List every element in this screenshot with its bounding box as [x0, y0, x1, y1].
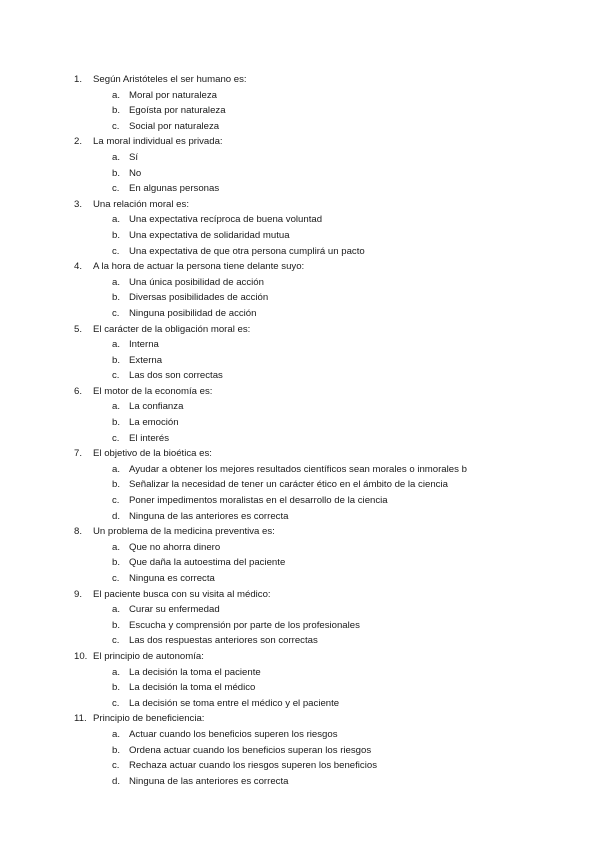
option-letter: a.	[112, 666, 121, 678]
option-letter: c.	[112, 495, 120, 507]
option-item	[74, 727, 574, 743]
option-item	[74, 353, 574, 369]
question-item	[74, 446, 574, 524]
question-number: 5.	[74, 323, 83, 335]
question-line	[74, 197, 574, 213]
option-letter: b.	[112, 682, 121, 694]
option-text: Poner impedimentos moralistas en el desarrollo de la ciencia	[129, 495, 388, 507]
option-text: Moral por naturaleza	[129, 89, 217, 101]
option-letter: b.	[112, 417, 121, 429]
question-line	[74, 524, 574, 540]
question-number: 7.	[74, 448, 83, 460]
question-line	[74, 134, 574, 150]
option-letter: b.	[112, 354, 121, 366]
option-list	[74, 602, 574, 649]
question-item	[74, 649, 574, 711]
option-letter: c.	[112, 635, 120, 647]
option-item	[74, 462, 574, 478]
option-item	[74, 493, 574, 509]
option-item	[74, 212, 574, 228]
option-text: Diversas posibilidades de acción	[129, 292, 269, 304]
option-text: La decisión se toma entre el médico y el paciente	[129, 697, 340, 709]
option-item	[74, 633, 574, 649]
option-text: Ninguna posibilidad de acción	[129, 307, 257, 319]
option-letter: b.	[112, 479, 121, 491]
option-text: Escucha y comprensión por parte de los profesionales	[129, 619, 360, 631]
option-text: Curar su enfermedad	[129, 604, 220, 616]
option-letter: b.	[112, 292, 121, 304]
option-text: En algunas personas	[129, 183, 220, 195]
question-item	[74, 197, 574, 259]
option-item	[74, 540, 574, 556]
option-item	[74, 571, 574, 587]
option-letter: c.	[112, 120, 120, 132]
question-number: 9.	[74, 588, 83, 600]
question-text: El carácter de la obligación moral es:	[93, 323, 251, 335]
option-item	[74, 306, 574, 322]
option-text: El interés	[129, 432, 169, 444]
option-text: Social por naturaleza	[129, 120, 220, 132]
option-item	[74, 166, 574, 182]
option-letter: a.	[112, 276, 121, 288]
option-letter: c.	[112, 697, 120, 709]
option-item	[74, 758, 574, 774]
option-item	[74, 509, 574, 525]
option-letter: c.	[112, 573, 120, 584]
option-item	[74, 618, 574, 634]
option-text: Sí	[129, 151, 139, 163]
option-list	[74, 399, 574, 446]
question-item	[74, 322, 574, 384]
option-item	[74, 477, 574, 493]
question-item	[74, 384, 574, 446]
option-letter: a.	[112, 604, 121, 616]
question-item	[74, 524, 574, 586]
option-letter: b.	[112, 229, 121, 241]
question-text: La moral individual es privada:	[93, 136, 223, 148]
question-number: 3.	[74, 198, 83, 210]
option-letter: a.	[112, 541, 121, 553]
question-item	[74, 711, 574, 789]
question-item	[74, 72, 574, 134]
option-text: La emoción	[129, 417, 179, 429]
option-text: Ninguna de las anteriores es correcta	[129, 510, 289, 522]
question-item	[74, 587, 574, 649]
question-text: El principio de autonomía:	[93, 650, 204, 662]
option-item	[74, 119, 574, 135]
question-number: 11.	[74, 713, 87, 725]
option-letter: b.	[112, 619, 121, 631]
option-text: Señalizar la necesidad de tener un carácter ético en el ámbito de la ciencia	[129, 479, 448, 491]
option-list	[74, 212, 574, 259]
option-text: Una expectativa de solidaridad mutua	[129, 229, 290, 241]
option-item	[74, 665, 574, 681]
option-item	[74, 368, 574, 384]
question-line	[74, 259, 574, 275]
option-text: Ninguna de las anteriores es correcta	[129, 775, 289, 787]
option-letter: b.	[112, 167, 121, 179]
question-line	[74, 72, 574, 88]
question-line	[74, 649, 574, 665]
option-list	[74, 665, 574, 712]
question-text: El motor de la economía es:	[93, 385, 213, 397]
question-number: 2.	[74, 136, 83, 148]
option-text: Que no ahorra dinero	[129, 541, 221, 553]
option-letter: a.	[112, 728, 121, 740]
option-letter: d.	[112, 775, 121, 787]
option-list	[74, 150, 574, 197]
option-list	[74, 540, 574, 587]
question-item	[74, 134, 574, 196]
option-text: Ayudar a obtener los mejores resultados científicos sean morales o inmorales b	[129, 463, 467, 475]
option-list	[74, 275, 574, 322]
option-letter: b.	[112, 744, 121, 756]
option-text: Las dos son correctas	[129, 370, 223, 382]
option-text: Actuar cuando los beneficios superen los riesgos	[129, 728, 338, 740]
option-text: La decisión la toma el paciente	[129, 666, 261, 678]
question-text: El objetivo de la bioética es:	[93, 448, 212, 460]
question-text: Una relación moral es:	[93, 198, 189, 210]
option-list	[74, 727, 574, 789]
option-item	[74, 415, 574, 431]
option-item	[74, 88, 574, 104]
option-item	[74, 602, 574, 618]
question-line	[74, 322, 574, 338]
question-item	[74, 259, 574, 321]
option-letter: a.	[112, 89, 121, 101]
option-letter: b.	[112, 105, 121, 117]
question-text: Según Aristóteles el ser humano es:	[93, 74, 247, 85]
option-item	[74, 431, 574, 447]
option-letter: a.	[112, 151, 121, 163]
question-number: 10.	[74, 650, 88, 662]
question-line	[74, 446, 574, 462]
option-text: Interna	[129, 339, 159, 351]
option-list	[74, 88, 574, 135]
question-number: 4.	[74, 261, 83, 273]
question-number: 6.	[74, 385, 83, 397]
option-text: Ordena actuar cuando los beneficios superan los riesgos	[129, 744, 372, 756]
option-item	[74, 290, 574, 306]
question-line	[74, 384, 574, 400]
option-text: Una única posibilidad de acción	[129, 276, 264, 288]
option-item	[74, 244, 574, 260]
option-text: Ninguna es correcta	[129, 573, 215, 584]
question-text: A la hora de actuar la persona tiene delante suyo:	[93, 261, 305, 273]
option-letter: c.	[112, 432, 120, 444]
option-item	[74, 696, 574, 712]
option-text: La decisión la toma el médico	[129, 682, 256, 694]
option-letter: c.	[112, 245, 120, 257]
option-item	[74, 680, 574, 696]
question-text: Un problema de la medicina preventiva es:	[93, 526, 275, 538]
option-letter: c.	[112, 307, 120, 319]
option-item	[74, 150, 574, 166]
question-number: 8.	[74, 526, 83, 538]
question-list	[74, 72, 574, 789]
option-letter: c.	[112, 183, 120, 195]
option-letter: a.	[112, 401, 121, 413]
option-item	[74, 774, 574, 790]
question-line	[74, 587, 574, 603]
option-text: Las dos respuestas anteriores son correctas	[129, 635, 318, 647]
question-text: El paciente busca con su visita al médico:	[93, 588, 271, 600]
option-item	[74, 103, 574, 119]
option-text: No	[129, 167, 142, 179]
option-text: Externa	[129, 354, 163, 366]
option-text: Que daña la autoestima del paciente	[129, 557, 286, 569]
option-letter: d.	[112, 510, 121, 522]
option-item	[74, 399, 574, 415]
option-list	[74, 462, 574, 524]
option-letter: c.	[112, 760, 120, 772]
option-letter: a.	[112, 463, 121, 475]
question-text: Principio de beneficiencia:	[93, 713, 205, 725]
question-number: 1.	[74, 74, 83, 85]
option-item	[74, 337, 574, 353]
option-text: La confianza	[129, 401, 184, 413]
option-item	[74, 743, 574, 759]
option-text: Una expectativa recíproca de buena voluntad	[129, 214, 323, 226]
option-letter: a.	[112, 339, 121, 351]
option-list	[74, 337, 574, 384]
option-text: Una expectativa de que otra persona cumplirá un pacto	[129, 245, 365, 257]
option-letter: c.	[112, 370, 120, 382]
option-item	[74, 181, 574, 197]
option-letter: a.	[112, 214, 121, 226]
option-item	[74, 228, 574, 244]
option-item	[74, 555, 574, 571]
question-line	[74, 711, 574, 727]
option-text: Rechaza actuar cuando los riesgos superen los beneficios	[129, 760, 377, 772]
option-text: Egoísta por naturaleza	[129, 105, 226, 117]
option-letter: b.	[112, 557, 121, 569]
option-item	[74, 275, 574, 291]
